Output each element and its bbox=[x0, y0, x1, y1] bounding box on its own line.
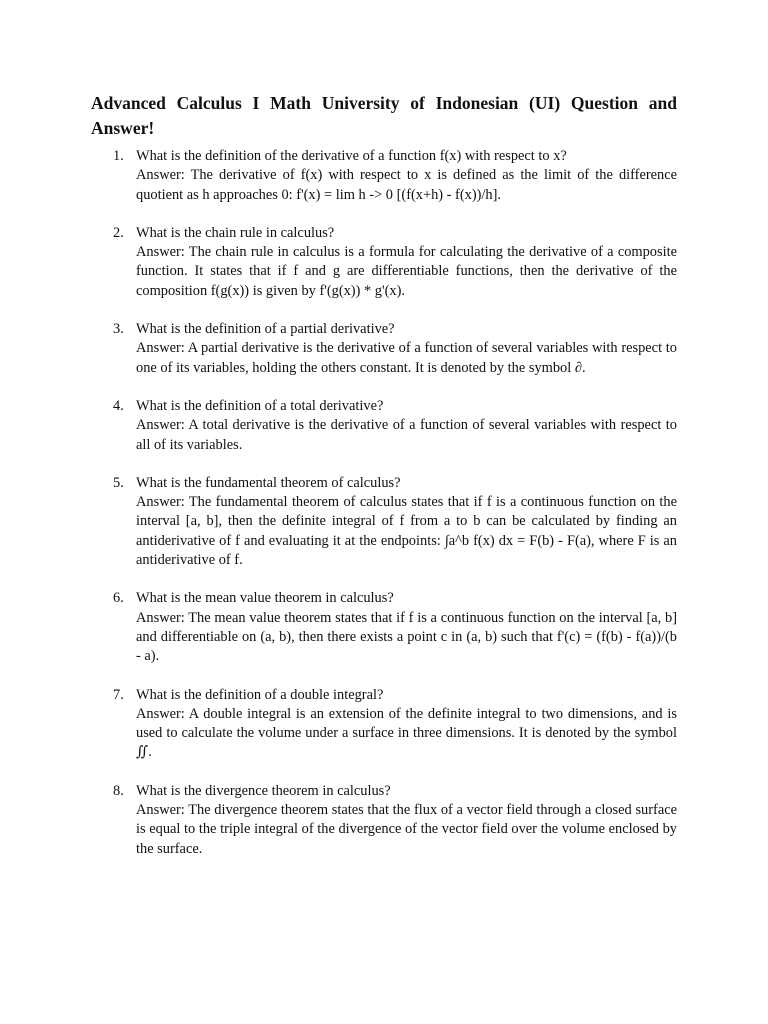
question-text: What is the chain rule in calculus? bbox=[136, 224, 335, 241]
question-answer-list bbox=[91, 147, 677, 878]
question-text: What is the definition of a total derivative? bbox=[136, 397, 384, 414]
item-number: 3. bbox=[113, 321, 124, 338]
answer-text: Answer: A partial derivative is the derivative of a function of several variables with respect to one of its variables, holding the others constant. It is denoted by the symbol ∂. bbox=[136, 340, 677, 376]
item-number: 5. bbox=[113, 474, 124, 491]
item-number: 2. bbox=[113, 224, 124, 241]
question-text: What is the definition of the derivative of a function f(x) with respect to x? bbox=[136, 148, 567, 164]
answer-text: Answer: A double integral is an extension of the definite integral to two dimensions, and is used to calculate the volume under a surface in three dimensions. It is denoted by the symbol ∬. bbox=[136, 705, 677, 761]
item-number: 4. bbox=[113, 397, 124, 414]
list-item bbox=[91, 320, 677, 378]
answer-text: Answer: The mean value theorem states that if f is a continuous function on the interval [a, b] and differentiable on (a, b), then there exists a point c in (a, b) such that f'(c) = (f(b) - f(a))/(b - a). bbox=[136, 609, 677, 665]
item-number: 8. bbox=[113, 782, 124, 799]
item-number: 7. bbox=[113, 686, 124, 703]
list-item bbox=[91, 397, 677, 455]
list-item bbox=[91, 782, 677, 859]
list-item bbox=[91, 686, 677, 763]
answer-text: Answer: The chain rule in calculus is a formula for calculating the derivative of a composite function. It states that if f and g are differentiable functions, then the derivative of the composition f(g(x)) is given by f'(g(x)) * g'(x). bbox=[136, 244, 677, 299]
question-text: What is the divergence theorem in calculus? bbox=[136, 782, 391, 799]
answer-text: Answer: The fundamental theorem of calculus states that if f is a continuous function on the interval [a, b], then the definite integral of f from a to b can be calculated by finding an antiderivative of f and evaluating it at the endpoints: ∫a^b f(x) dx = F(b) - F(a), where F is an antiderivative of f. bbox=[136, 494, 677, 569]
list-item bbox=[91, 147, 677, 205]
list-item bbox=[91, 474, 677, 570]
item-number: 6. bbox=[113, 590, 124, 607]
answer-text: Answer: The derivative of f(x) with respect to x is defined as the limit of the difference quotient as h approaches 0: f'(x) = lim h -> 0 [(f(x+h) - f(x))/h]. bbox=[136, 167, 677, 203]
question-text: What is the definition of a double integral? bbox=[136, 686, 384, 703]
document-title: Advanced Calculus I Math University of Indonesian (UI) Question and Answer! bbox=[91, 93, 677, 138]
item-number: 1. bbox=[113, 148, 124, 164]
question-text: What is the fundamental theorem of calculus? bbox=[136, 474, 401, 491]
list-item bbox=[91, 224, 677, 301]
list-item bbox=[91, 589, 677, 666]
question-text: What is the mean value theorem in calculus? bbox=[136, 590, 394, 607]
question-text: What is the definition of a partial derivative? bbox=[136, 321, 395, 338]
answer-text: Answer: A total derivative is the derivative of a function of several variables with respect to all of its variables. bbox=[136, 417, 677, 453]
answer-text: Answer: The divergence theorem states that the flux of a vector field through a closed surface is equal to the triple integral of the divergence of the vector field over the volume enclosed by the surface. bbox=[136, 802, 677, 857]
